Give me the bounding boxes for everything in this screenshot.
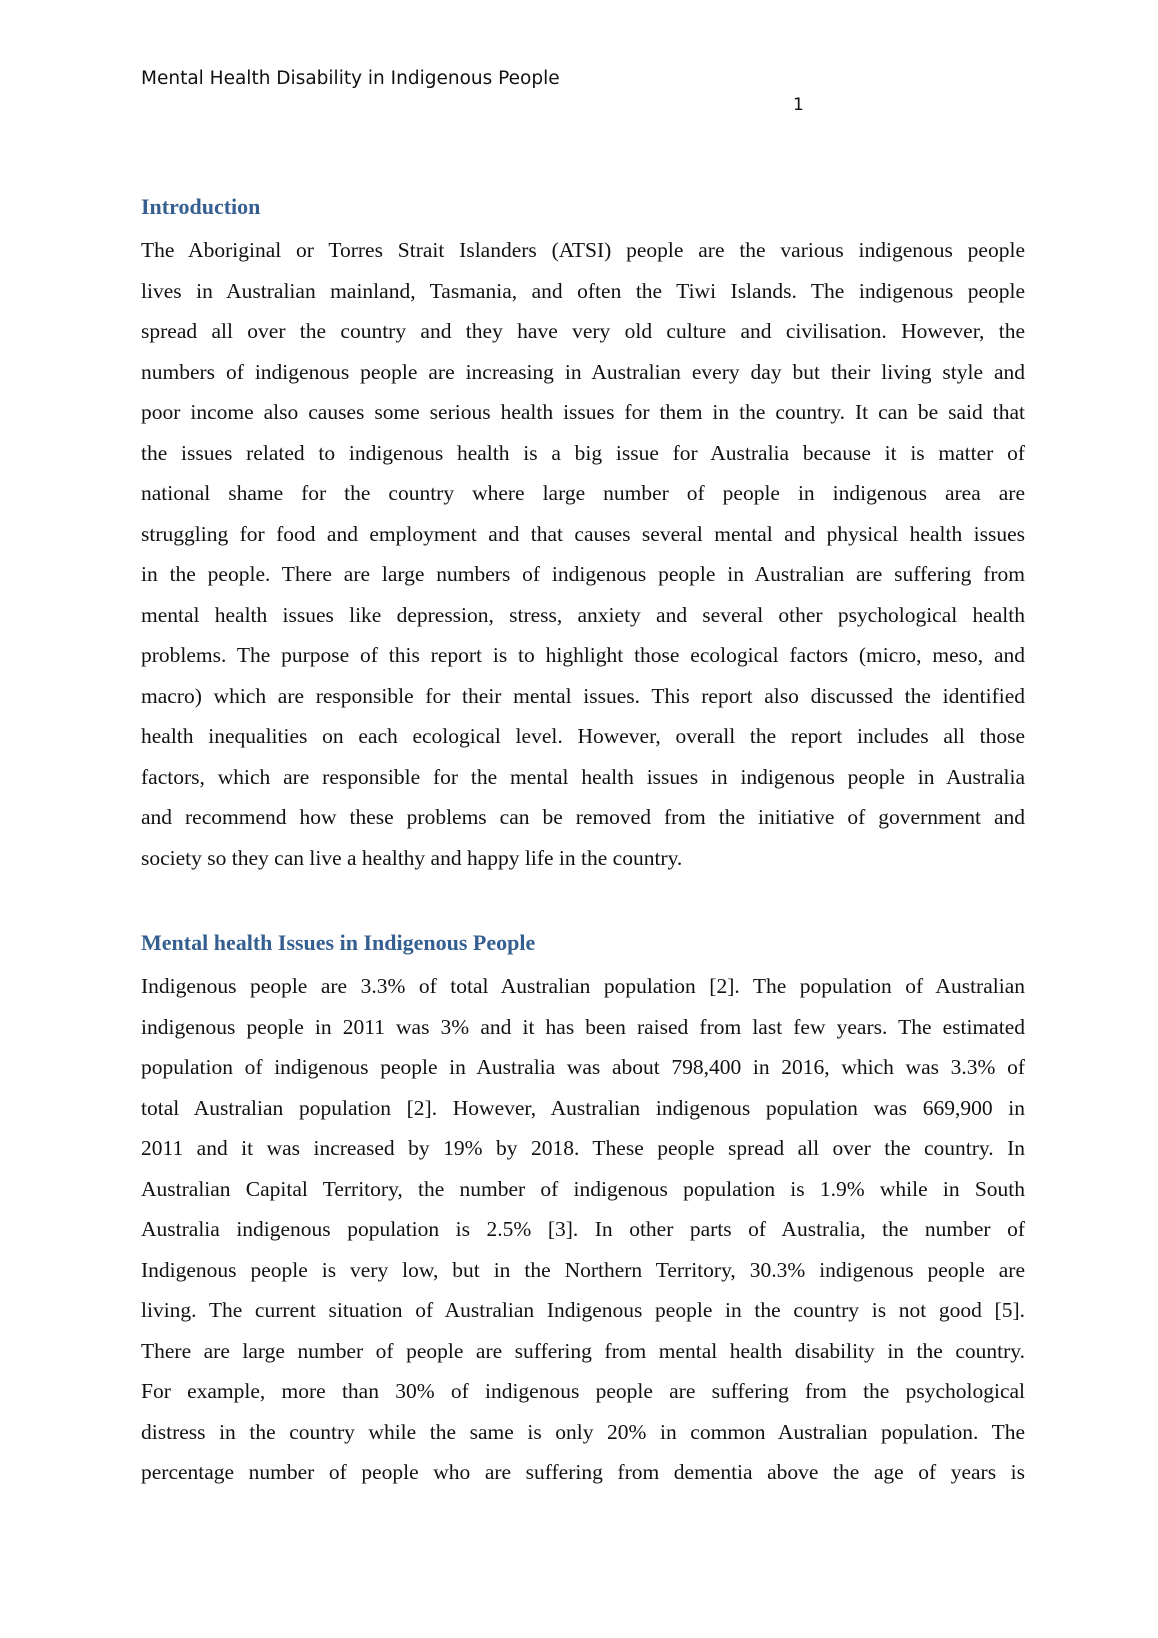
paragraph-line: national shame for the country where large number of people in indigenous area are xyxy=(141,481,1025,505)
paragraph-line: and recommend how these problems can be removed from the initiative of government and xyxy=(141,805,1025,829)
paragraph-line: For example, more than 30% of indigenous people are suffering from the psychological xyxy=(141,1379,1025,1403)
paragraph-line: factors, which are responsible for the mental health issues in indigenous people in Australia xyxy=(141,764,1025,789)
section-heading-introduction: Introduction xyxy=(141,194,261,219)
paragraph-line: total Australian population [2]. However, Australian indigenous population was 669,900 in xyxy=(141,1095,1025,1120)
paragraph-line: numbers of indigenous people are increasing in Australian every day but their living style and xyxy=(141,359,1025,384)
paragraph-line: poor income also causes some serious health issues for them in the country. It can be said that xyxy=(141,400,1025,424)
paragraph-line: The Aboriginal or Torres Strait Islanders (ATSI) people are the various indigenous people xyxy=(141,238,1025,262)
paragraph-line: society so they can live a healthy and happy life in the country. xyxy=(141,845,683,870)
paragraph-line: health inequalities on each ecological level. However, overall the report includes all those xyxy=(141,724,1025,748)
introduction-paragraph xyxy=(141,230,1025,878)
paragraph-line: Australian Capital Territory, the number of indigenous population is 1.9% while in South xyxy=(141,1176,1025,1201)
paragraph-line: Indigenous people are 3.3% of total Australian population [2]. The population of Australian xyxy=(141,974,1025,998)
paragraph-line: lives in Australian mainland, Tasmania, and often the Tiwi Islands. The indigenous people xyxy=(141,278,1025,303)
paragraph-line: living. The current situation of Australian Indigenous people in the country is not good [5]. xyxy=(141,1298,1025,1322)
paragraph-line: mental health issues like depression, stress, anxiety and several other psychological health xyxy=(141,602,1025,627)
paragraph-line: percentage number of people who are suffering from dementia above the age of years is xyxy=(141,1460,1025,1484)
paragraph-line: macro) which are responsible for their mental issues. This report also discussed the identified xyxy=(141,683,1025,708)
paragraph-line: distress in the country while the same is only 20% in common Australian population. The xyxy=(141,1419,1025,1444)
paragraph-line: population of indigenous people in Australia was about 798,400 in 2016, which was 3.3% of xyxy=(141,1055,1025,1079)
paragraph-line: spread all over the country and they have very old culture and civilisation. However, the xyxy=(141,319,1025,343)
page-number: 1 xyxy=(793,95,804,115)
paragraph-line: in the people. There are large numbers of indigenous people in Australian are suffering from xyxy=(141,562,1025,586)
paragraph-line: Australia indigenous population is 2.5% [3]. In other parts of Australia, the number of xyxy=(141,1217,1025,1241)
paragraph-line: Indigenous people is very low, but in the Northern Territory, 30.3% indigenous people are xyxy=(141,1257,1025,1282)
paragraph-line: the issues related to indigenous health is a big issue for Australia because it is matter of xyxy=(141,440,1025,465)
paragraph-line: struggling for food and employment and that causes several mental and physical health issues xyxy=(141,521,1025,546)
section-heading-mental-health: Mental health Issues in Indigenous People xyxy=(141,930,536,955)
paragraph-line: indigenous people in 2011 was 3% and it has been raised from last few years. The estimated xyxy=(141,1014,1025,1039)
paragraph-line: There are large number of people are suffering from mental health disability in the country. xyxy=(141,1338,1025,1363)
paragraph-line: 2011 and it was increased by 19% by 2018. These people spread all over the country. In xyxy=(141,1136,1025,1160)
running-header: Mental Health Disability in Indigenous People xyxy=(141,68,560,89)
mental-health-paragraph xyxy=(141,966,1025,1493)
paragraph-line: problems. The purpose of this report is to highlight those ecological factors (micro, meso, and xyxy=(141,643,1025,667)
